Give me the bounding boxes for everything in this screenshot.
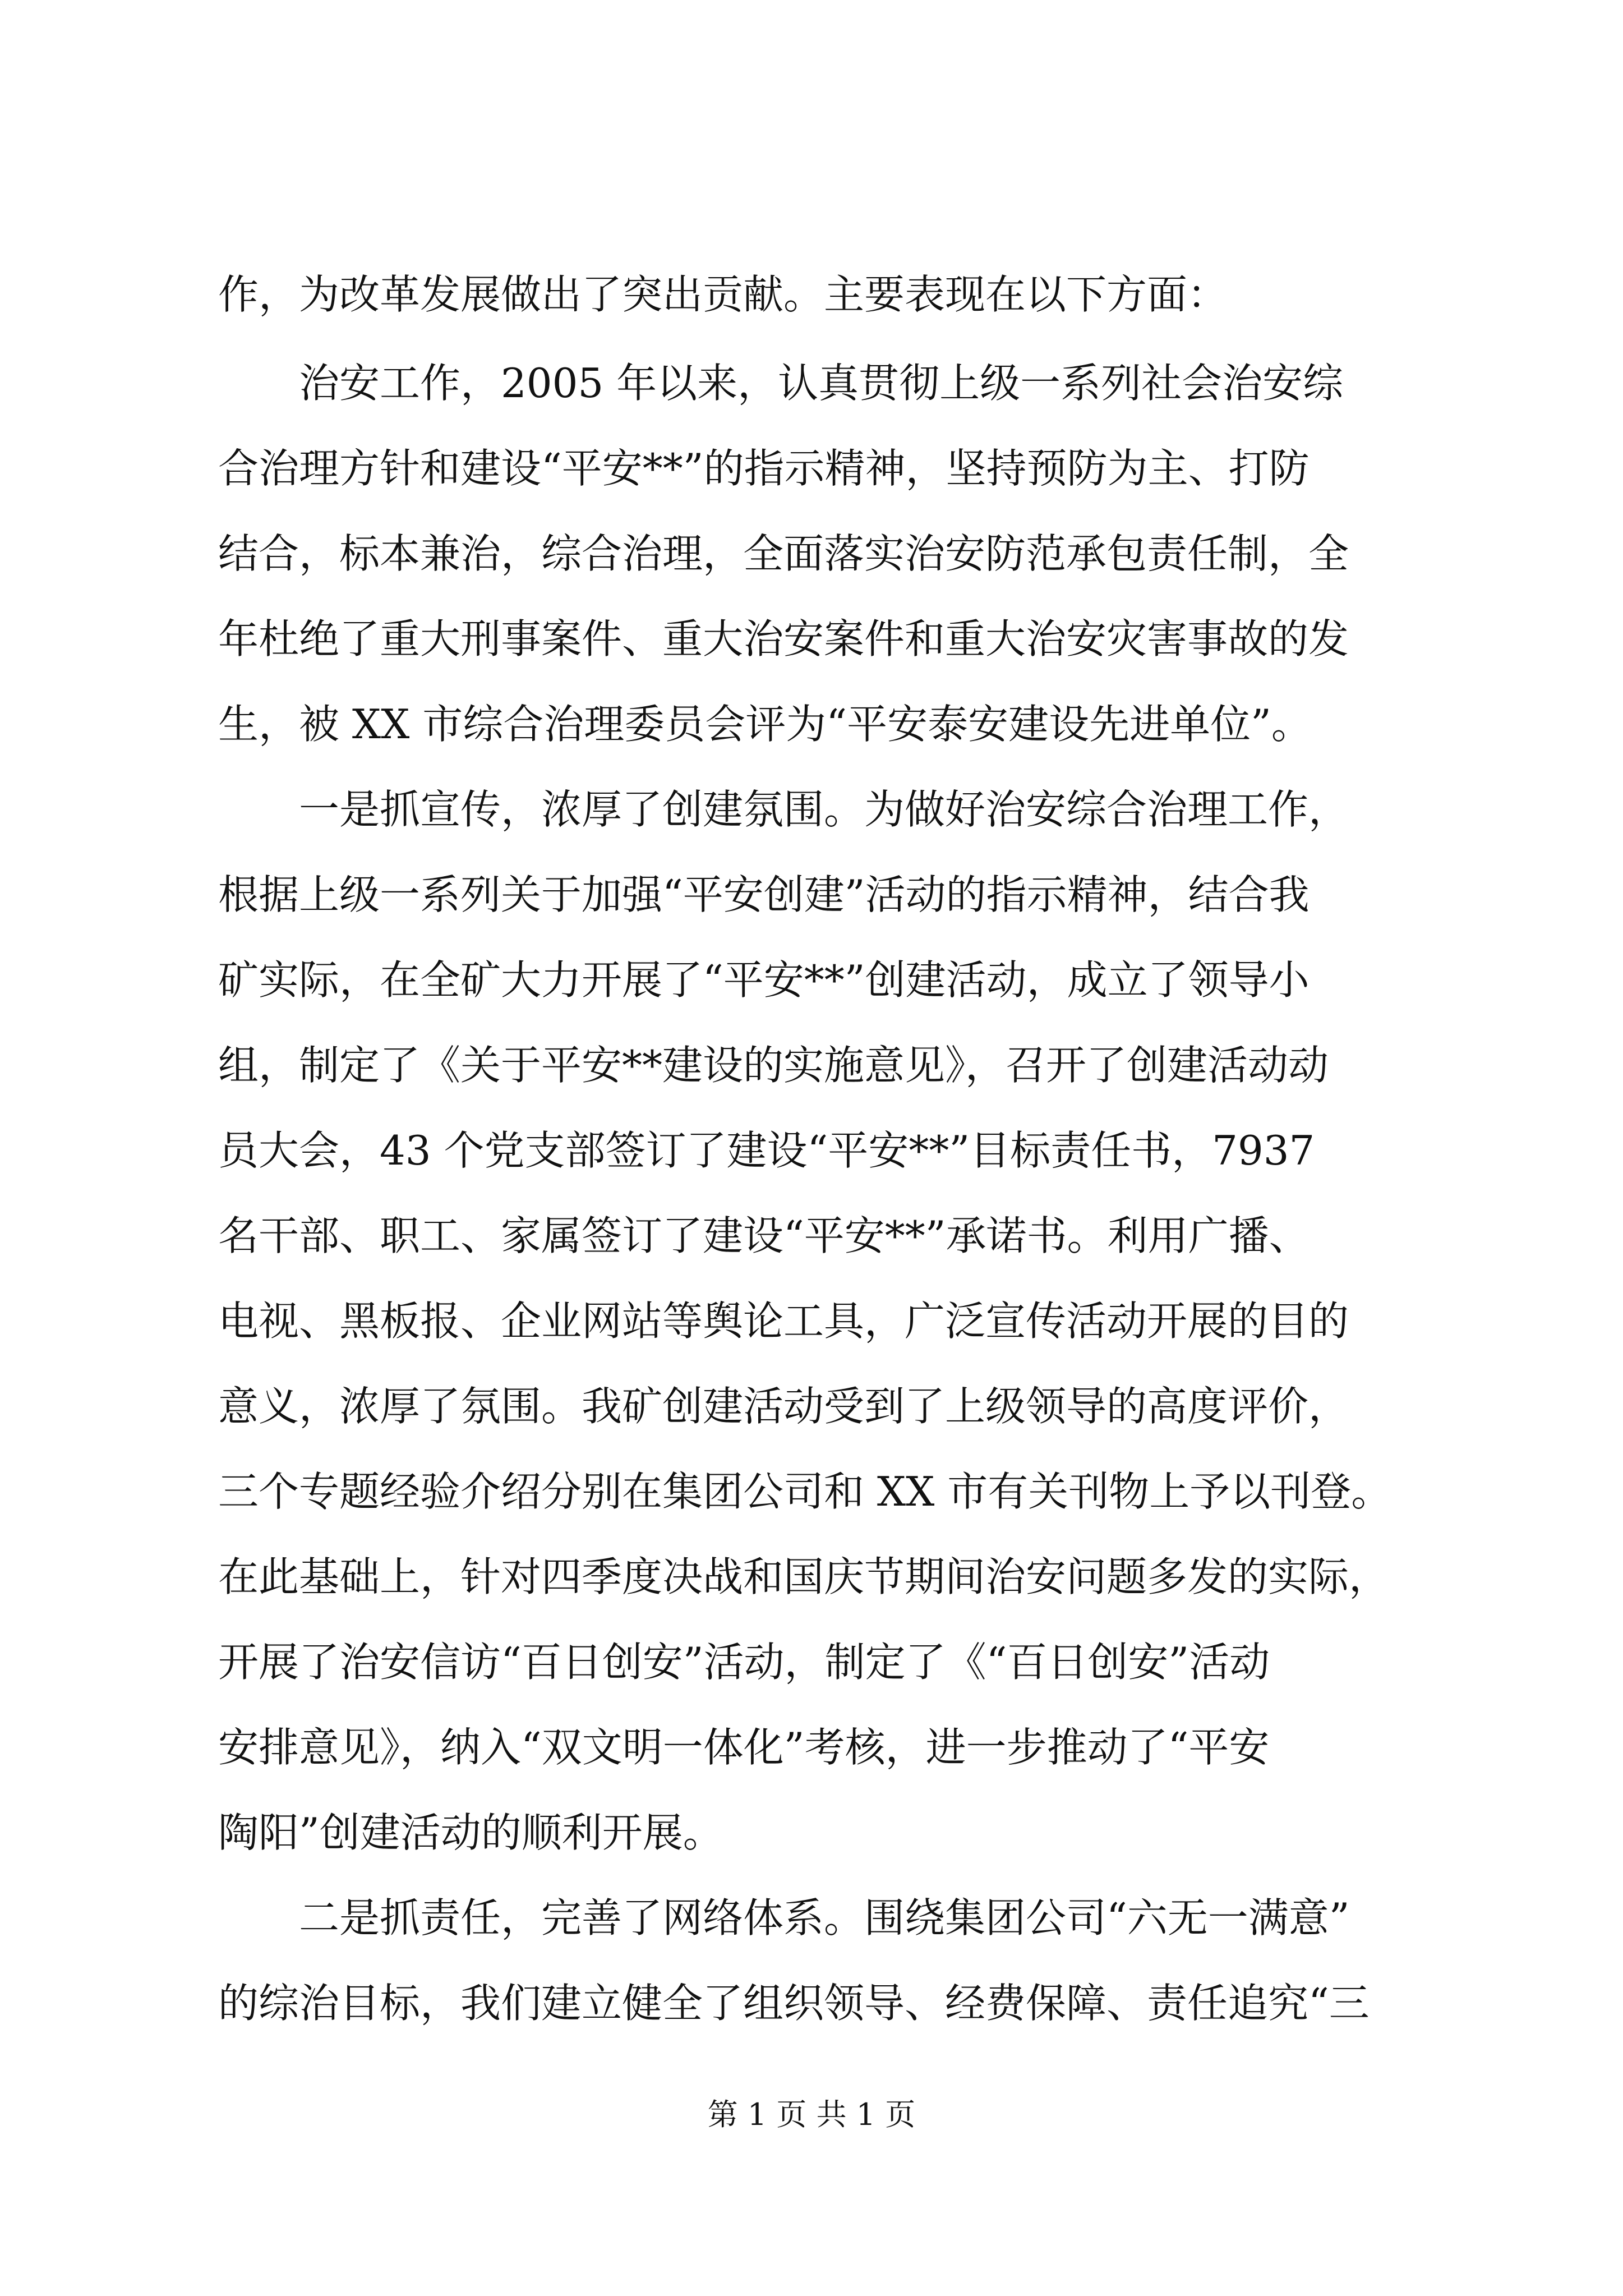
text-line: 的综治目标，我们建立健全了组织领导、经费保障、责任追究“三 xyxy=(218,1980,1370,2027)
text-line: 开展了治安信访“百日创安”活动，制定了《“百日创安”活动 xyxy=(218,1639,1270,1686)
text-line: 名干部、职工、家属签订了建设“平安**”承诺书。利用广播、 xyxy=(218,1212,1310,1259)
text-line: 二是抓责任，完善了网络体系。围绕集团公司“六无一满意” xyxy=(299,1894,1350,1941)
text-line: 电视、黑板报、企业网站等舆论工具，广泛宣传活动开展的目的 xyxy=(218,1297,1349,1345)
text-line: 治安工作，2005 年以来，认真贯彻上级一系列社会治安综 xyxy=(299,360,1344,407)
text-line: 员大会，43 个党支部签订了建设“平安**”目标责任书，7937 xyxy=(218,1127,1315,1174)
text-line: 陶阳”创建活动的顺利开展。 xyxy=(218,1809,723,1856)
text-line: 作，为改革发展做出了突出贡献。主要表现在以下方面： xyxy=(218,271,1228,318)
text-line: 三个专题经验介绍分别在集团公司和 XX 市有关刊物上予以刊登。 xyxy=(218,1468,1392,1515)
text-line: 结合，标本兼治，综合治理，全面落实治安防范承包责任制，全 xyxy=(218,530,1349,577)
text-line: 安排意见》，纳入“双文明一体化”考核，进一步推动了“平安 xyxy=(218,1724,1270,1771)
text-line: 组，制定了《关于平安**建设的实施意见》，召开了创建活动动 xyxy=(218,1042,1329,1089)
text-line: 生，被 XX 市综合治理委员会评为“平安泰安建设先进单位”。 xyxy=(218,701,1312,748)
text-line: 一是抓宣传，浓厚了创建氛围。为做好治安综合治理工作， xyxy=(299,786,1349,833)
text-line: 在此基础上，针对四季度决战和国庆节期间治安问题多发的实际， xyxy=(218,1553,1390,1600)
text-line: 根据上级一系列关于加强“平安创建”活动的指示精神，结合我 xyxy=(218,871,1310,918)
page-number-footer: 第 1 页 共 1 页 xyxy=(707,2097,916,2132)
text-line: 矿实际，在全矿大力开展了“平安**”创建活动，成立了领导小 xyxy=(218,956,1310,1004)
text-line: 合治理方针和建设“平安**”的指示精神，坚持预防为主、打防 xyxy=(218,445,1310,492)
text-line: 意义，浓厚了氛围。我矿创建活动受到了上级领导的高度评价， xyxy=(218,1383,1349,1430)
text-line: 年杜绝了重大刑事案件、重大治安案件和重大治安灾害事故的发 xyxy=(218,615,1349,662)
